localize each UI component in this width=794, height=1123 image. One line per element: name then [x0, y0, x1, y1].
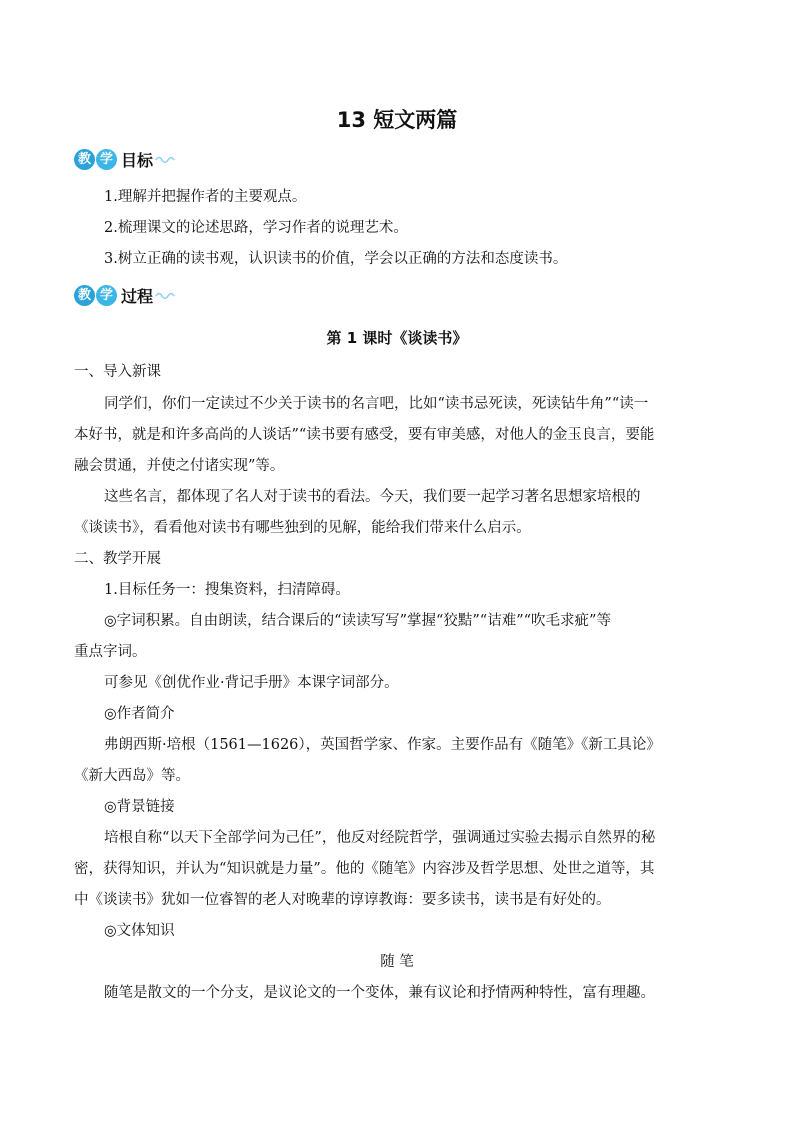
subheading: ◎背景链接: [104, 799, 175, 815]
paragraph-line: 重点字词。: [74, 644, 147, 660]
badge-char: 学: [96, 285, 117, 306]
paragraph-line: 本好书，就是和许多高尚的人谈话”“读书要有感受，要有审美感，对他人的金玉良言，要能: [74, 427, 655, 443]
genre-title: 随 笔: [380, 954, 414, 970]
paragraph-line: 融会贯通，并使之付诸实现”等。: [74, 458, 285, 474]
paragraph-line: 随笔是散文的一个分支，是议论文的一个变体，兼有议论和抒情两种特性，富有理趣。: [104, 985, 655, 1001]
goal-item: 3.树立正确的读书观，认识读书的价值，学会以正确的方法和态度读书。: [104, 251, 568, 267]
paragraph-line: 弗朗西斯·培根（1561—1626），英国哲学家、作家。主要作品有《随笔》《新工具论》: [104, 737, 661, 753]
paragraph-line: 《新大西岛》等。: [74, 768, 190, 784]
subheading: ◎作者简介: [104, 706, 175, 722]
paragraph-line: 培根自称“以天下全部学问为己任”，他反对经院哲学，强调通过实验去揭示自然界的秘: [104, 830, 656, 846]
paragraph-line: 密，获得知识，并认为“知识就是力量”。他的《随笔》内容涉及哲学思想、处世之道等，其: [74, 861, 655, 877]
section-heading: 二、教学开展: [74, 551, 161, 567]
paragraph-line: ◎字词积累。自由朗读，结合课后的“读读写写”掌握“狡黠”“诘难”“吹毛求疵”等: [104, 613, 611, 629]
goal-item: 1.理解并把握作者的主要观点。: [104, 189, 307, 205]
section-heading: 一、导入新课: [74, 364, 161, 380]
wave-decoration-icon: [155, 290, 177, 300]
badge-char: 学: [96, 149, 117, 170]
paragraph-line: 中《谈读书》犹如一位睿智的老人对晚辈的谆谆教诲：要多读书，读书是有好处的。: [74, 892, 611, 908]
paragraph-line: 可参见《创优作业·背记手册》本课字词部分。: [104, 675, 399, 691]
task-line: 1.目标任务一：搜集资料，扫清障碍。: [104, 582, 350, 598]
subheading: ◎文体知识: [104, 923, 175, 939]
paragraph-line: 《谈读书》，看看他对读书有哪些独到的见解，能给我们带来什么启示。: [74, 520, 531, 536]
paragraph-line: 这些名言，都体现了名人对于读书的看法。今天，我们要一起学习著名思想家培根的: [104, 489, 641, 505]
section-badge: [74, 149, 118, 170]
goal-item: 2.梳理课文的论述思路，学习作者的说理艺术。: [104, 220, 408, 236]
section-header-goals: [74, 146, 177, 172]
section-title: 目标: [121, 150, 154, 170]
page-title: 13 短文两篇: [336, 108, 458, 132]
badge-char: 教: [74, 149, 95, 170]
section-title: 过程: [121, 286, 154, 306]
lesson-title: 第 1 课时《谈读书》: [326, 329, 468, 347]
paragraph-line: 同学们，你们一定读过不少关于读书的名言吧，比如“读书忌死读，死读钻牛角”“读一: [104, 396, 649, 412]
badge-char: 教: [74, 285, 95, 306]
section-header-process: [74, 282, 177, 308]
wave-decoration-icon: [155, 154, 177, 164]
section-badge: [74, 285, 118, 306]
